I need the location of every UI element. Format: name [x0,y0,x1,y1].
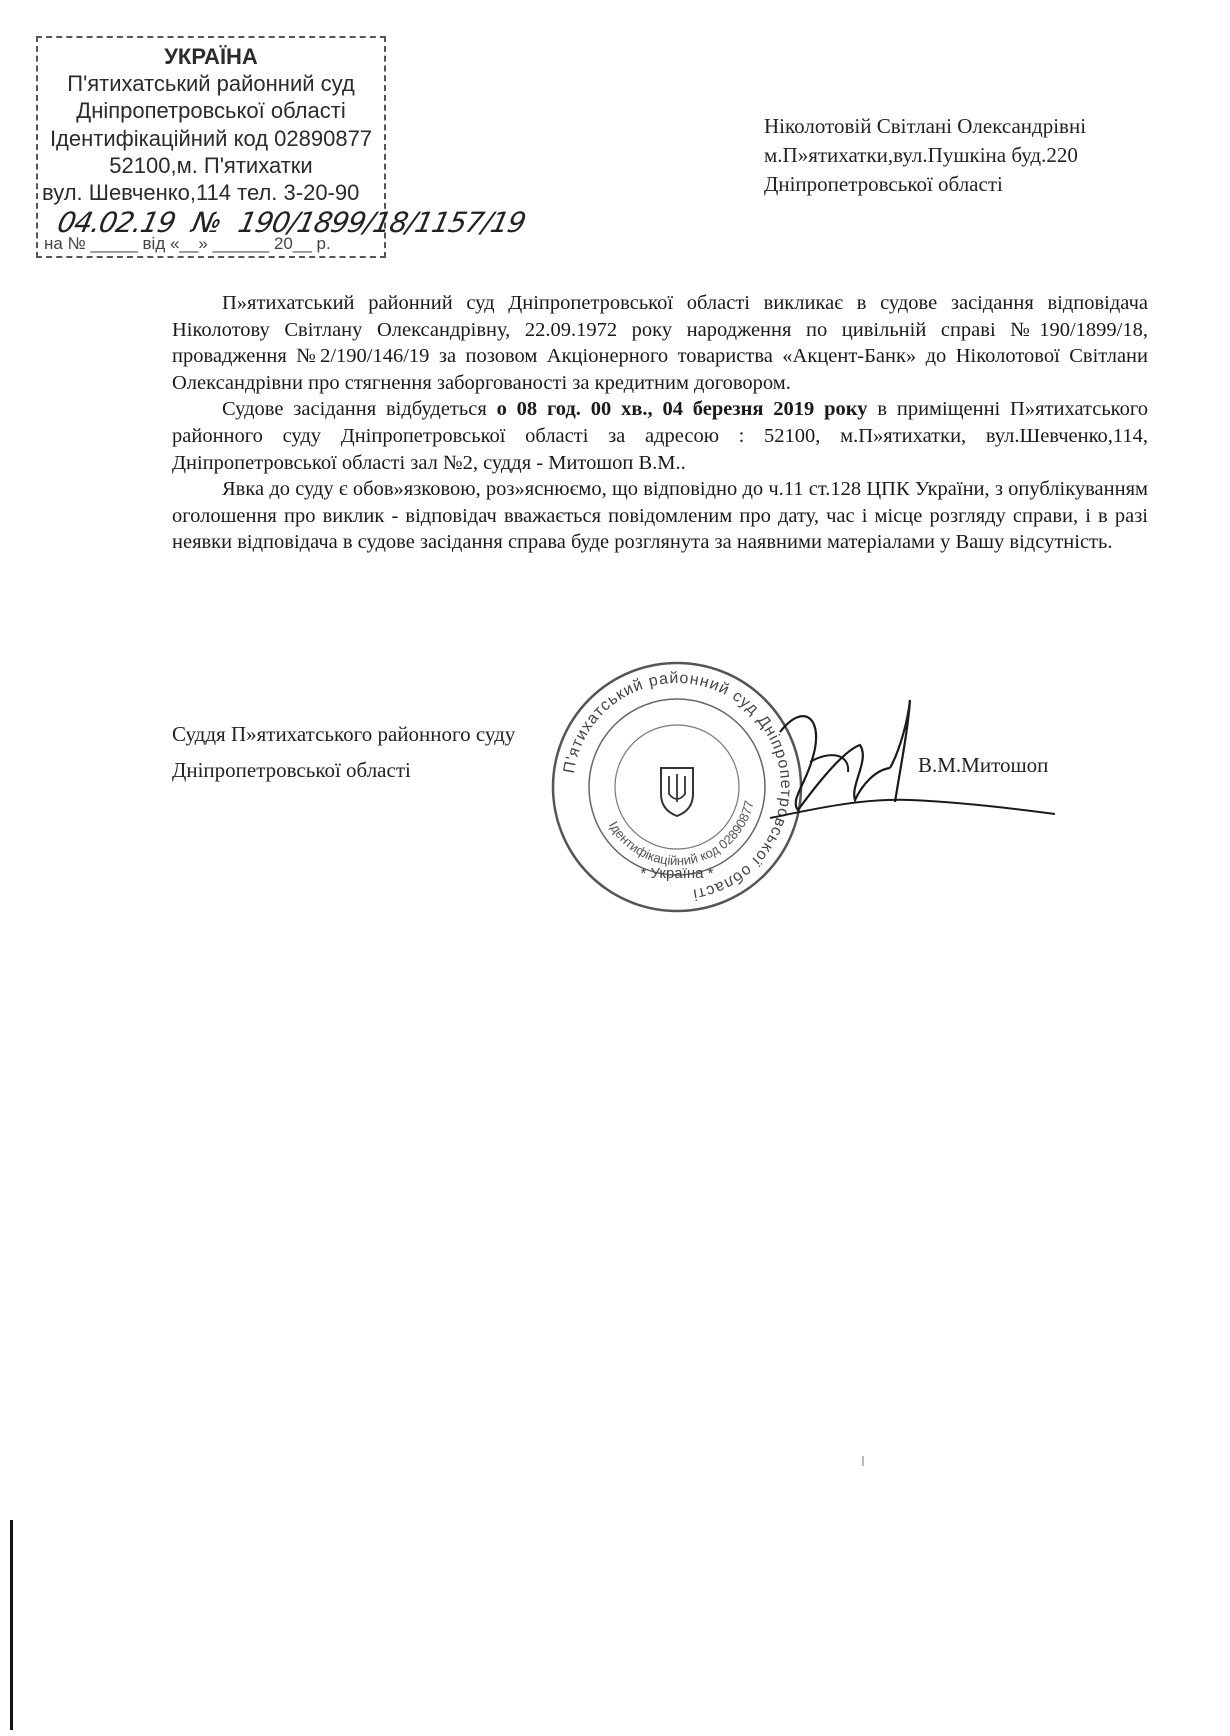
registration-stamp [36,36,529,258]
scan-speck [862,1456,864,1466]
stamp-id-code: Ідентифікаційний код 02890877 [49,126,373,151]
addressee-block [764,112,1086,199]
stamp-reply-line: на № _____ від «__» ______ 20__ р. [44,234,331,253]
stamp-postal: 52100,м. П'ятихатки [109,153,313,178]
signature-title-line1: Суддя П»ятихатського районного суду [172,722,516,746]
paragraph-attendance: Явка до суду є обов»язковою, роз»яснюємо, що відповідно до ч.11 ст.128 ЦПК України, з опублікуванням оголошення про виклик - відповідач вважається повідомленим про дату, час і місце розгляду справи, і в разі неявки відповідача в судове засідання справа буде розглянута за наявними матеріалами у Вашу відсутність. [172,478,1148,554]
stamp-country: УКРАЇНА [164,44,258,69]
judge-name: В.М.Митошоп [918,753,1049,777]
scan-margin-mark [10,1520,13,1730]
number-sign: № [189,206,225,239]
stamp-court: П'ятихатський районний суд [67,71,355,96]
handwritten-date: 04.02.19 [54,206,179,239]
hearing-datetime: о 08 год. 00 хв., 04 березня 2019 року [496,398,868,421]
paragraph-hearing [172,396,1148,476]
stamp-region: Дніпропетровської області [76,98,346,123]
summons-body [172,290,1148,556]
stamp-street: вул. Шевченко,114 тел. 3-20-90 [42,180,360,205]
addressee-address: м.П»ятихатки,вул.Пушкіна буд.220 [764,143,1078,167]
handwritten-number: 190/1899/18/1157/19 [235,206,529,239]
svg-text:Ідентифікаційний код 02890877: Ідентифікаційний код 02890877 [606,799,757,869]
addressee-region: Дніпропетровської області [764,172,1003,196]
signature-title [172,716,515,788]
signature-title-line2: Дніпропетровської області [172,758,411,782]
svg-text:П'ятихатський районний суд Дні: П'ятихатський районний суд Дніпропетровської області [560,669,795,903]
hearing-location: в приміщенні П»ятихатського районного суду Дніпропетровської області за адресою : 52100, м.П»ятихатки, вул.Шевченко,114, Дніпропетровської області зал №2, суддя - Митошоп В.М.. [172,398,1148,474]
hearing-intro: Судове засідання відбудеться [222,398,497,421]
svg-text:* Україна *: * Україна * [640,865,714,882]
addressee-name: Ніколотовій Світлані Олександрівні [764,114,1087,138]
paragraph-summons: П»ятихатський районний суд Дніпропетровської області викликає в судове засідання відповідача Ніколотову Світлану Олександрівну, 22.09.1972 року народження по цивільній справі №190/1899/18, провадження №2/190/146/19 за позовом Акціонерного товариства «Акцент-Банк» до Ніколотової Світлани Олександрівни про стягнення заборгованості за кредитним договором. [172,292,1148,394]
